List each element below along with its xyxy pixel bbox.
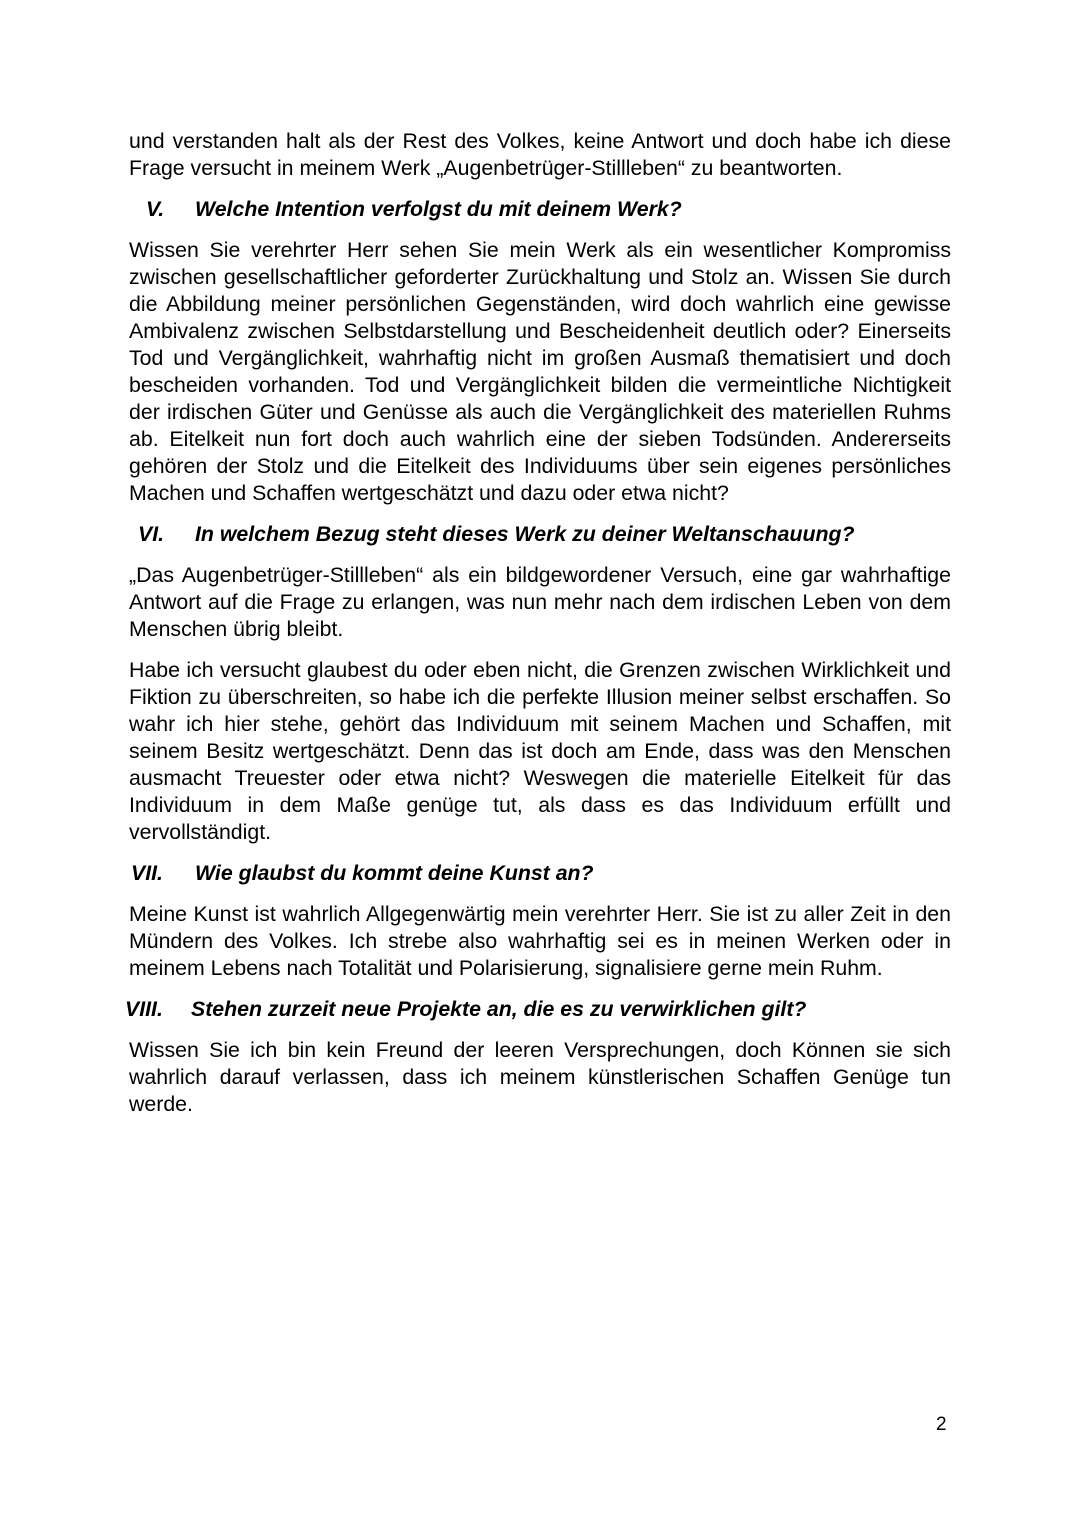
question-text: Wie glaubst du kommt deine Kunst an?: [195, 861, 594, 885]
answer-paragraph-6b: Habe ich versucht glaubest du oder eben nicht, die Grenzen zwischen Wirklichkeit und Fiktion zu überschreiten, so habe ich die perfekte Illusion meiner selbst erschaffen. So wahr ich hier stehe, gehört das Individuum mit seinem Machen und Schaffen, mit seinem Besitz wertgeschätzt. Denn das ist doch am Ende, dass was den Menschen ausmacht Treuester oder etwa nicht? Weswegen die materielle Eitelkeit für das Individuum in dem Maße genüge tut, als dass es das Individuum erfüllt und vervollständigt.: [129, 658, 951, 844]
answer-paragraph-7: Meine Kunst ist wahrlich Allgegenwärtig mein verehrter Herr. Sie ist zu aller Zeit in den Mündern des Volkes. Ich strebe also wahrhaftig sei es in meinen Werken oder in meinem Lebens nach Totalität und Polarisierung, signalisiere gerne mein Ruhm.: [129, 902, 951, 980]
answer-paragraph-6a: „Das Augenbetrüger-Stillleben“ als ein bildgewordener Versuch, eine gar wahrhaftige Antwort auf die Frage zu erlangen, was nun mehr nach dem irdischen Leben von dem Menschen übrig bleibt.: [129, 563, 951, 641]
question-heading-6: [129, 521, 951, 548]
intro-paragraph: und verstanden halt als der Rest des Volkes, keine Antwort und doch habe ich diese Frage versucht in meinem Werk „Augenbetrüger-Stillleben“ zu beantworten.: [129, 129, 951, 180]
page-number: 2: [936, 1414, 947, 1435]
question-number: VII.: [131, 861, 163, 885]
question-heading-7: [129, 860, 951, 887]
question-text: Welche Intention verfolgst du mit deinem Werk?: [195, 197, 682, 221]
question-heading-5: [129, 196, 951, 223]
question-number: V.: [146, 197, 165, 221]
answer-paragraph-8: Wissen Sie ich bin kein Freund der leeren Versprechungen, doch Können sie sich wahrlich darauf verlassen, dass ich meinem künstlerischen Schaffen Genüge tun werde.: [129, 1038, 951, 1116]
question-heading-8: [125, 996, 951, 1023]
question-text: Stehen zurzeit neue Projekte an, die es zu verwirklichen gilt?: [191, 997, 807, 1021]
question-text: In welchem Bezug steht dieses Werk zu deiner Weltanschauung?: [195, 522, 855, 546]
question-number: VI.: [138, 522, 165, 546]
question-number: VIII.: [125, 997, 163, 1021]
answer-paragraph-5: Wissen Sie verehrter Herr sehen Sie mein Werk als ein wesentlicher Kompromiss zwischen gesellschaftlicher geforderter Zurückhaltung und Stolz an. Wissen Sie durch die Abbildung meiner persönlichen Gegenständen, wird doch wahrlich eine gewisse Ambivalenz zwischen Selbstdarstellung und Bescheidenheit deutlich oder? Einerseits Tod und Vergänglichkeit, wahrhaftig nicht im großen Ausmaß thematisiert und doch bescheiden vorhanden. Tod und Vergänglichkeit bilden die vermeintliche Nichtigkeit der irdischen Güter und Genüsse als auch die Vergänglichkeit des materiellen Ruhms ab. Eitelkeit nun fort doch auch wahrlich eine der sieben Todsünden. Andererseits gehören der Stolz und die Eitelkeit des Individuums über sein eigenes persönliches Machen und Schaffen wertgeschätzt und dazu oder etwa nicht?: [129, 238, 951, 505]
document-page: [125, 128, 951, 1118]
